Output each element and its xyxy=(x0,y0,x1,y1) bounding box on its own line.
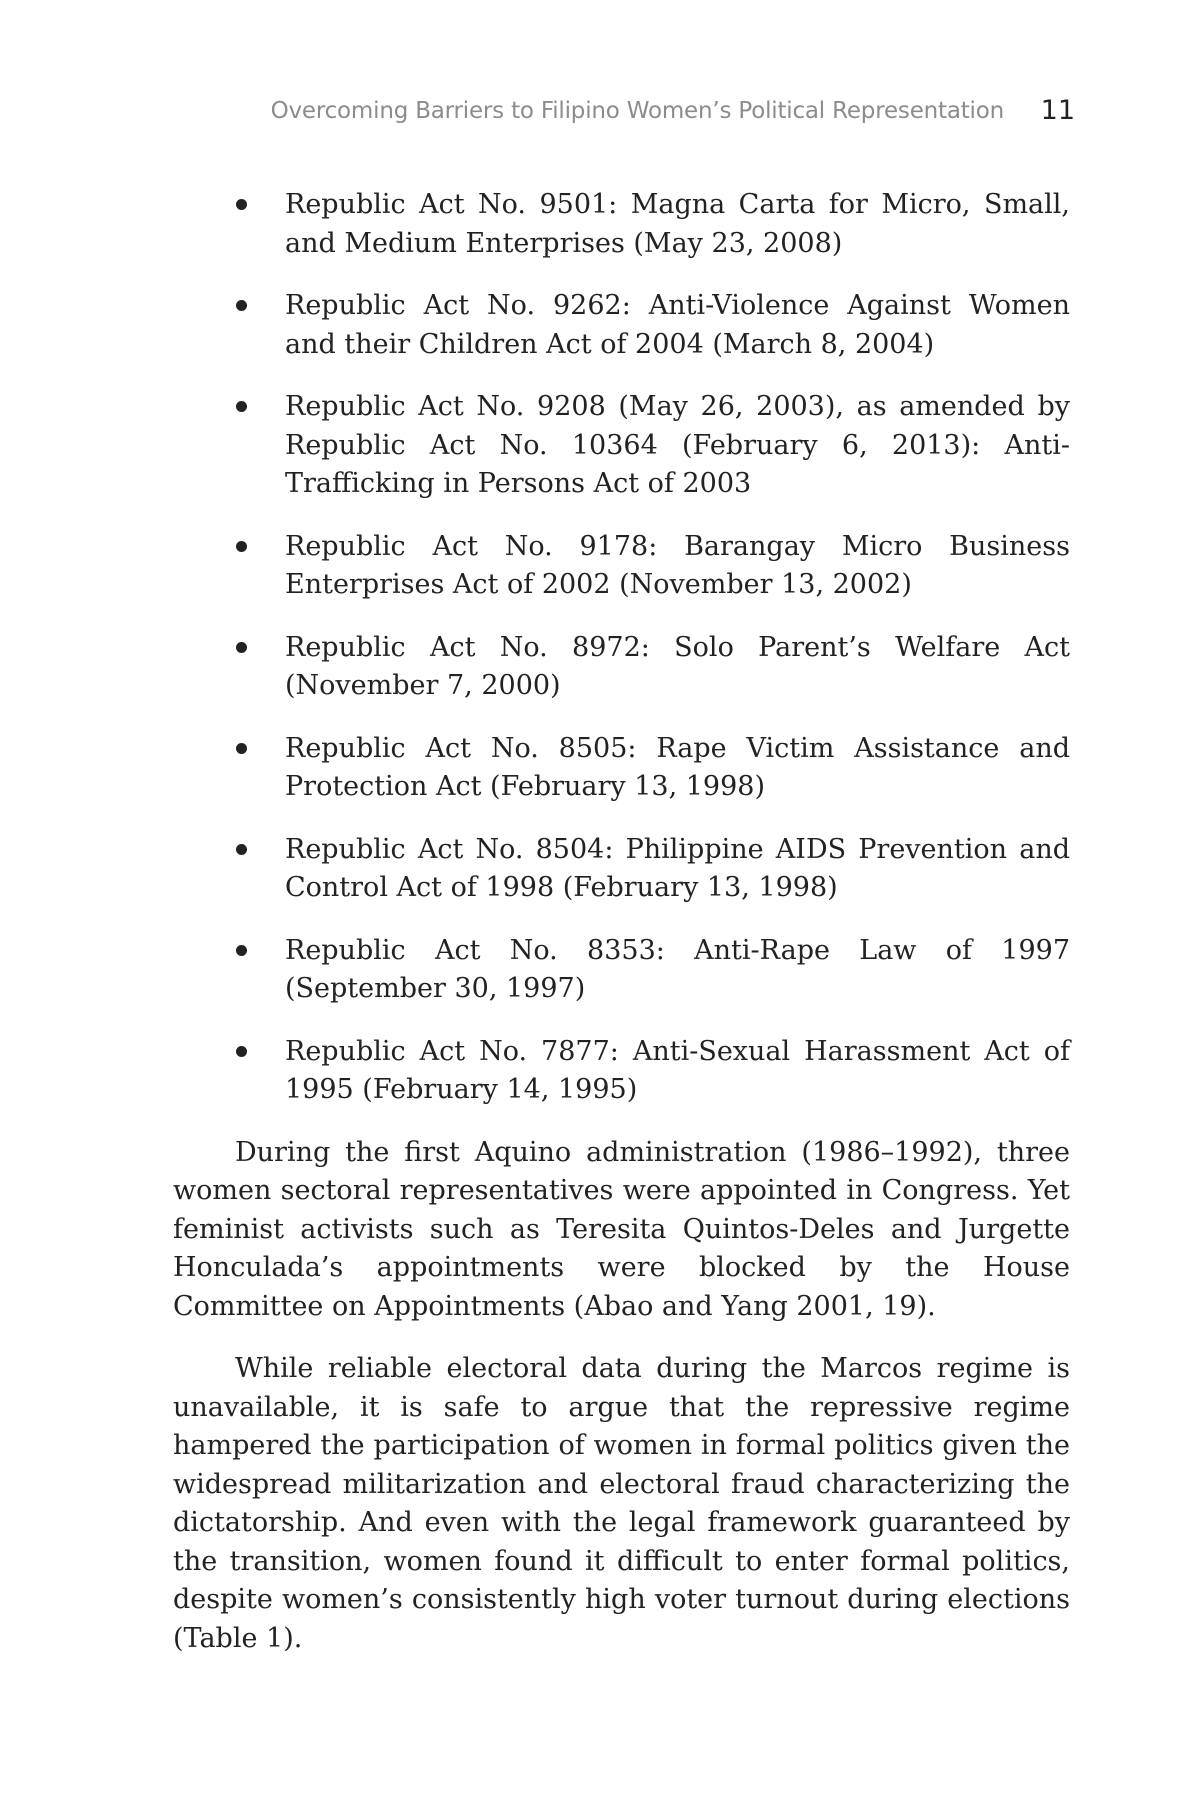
list-item xyxy=(173,287,1070,364)
bullet-icon xyxy=(236,541,247,552)
bullet-icon xyxy=(236,1046,247,1057)
bullet-icon xyxy=(236,844,247,855)
bullet-icon xyxy=(236,300,247,311)
running-header xyxy=(0,94,1200,134)
list-item-text: Republic Act No. 8353: Anti-Rape Law of 1997 (September 30, 1997) xyxy=(285,934,1070,1004)
bullet-icon xyxy=(236,401,247,412)
list-item xyxy=(173,629,1070,706)
list-item xyxy=(173,388,1070,504)
list-item xyxy=(173,1033,1070,1110)
list-item-text: Republic Act No. 8505: Rape Victim Assistance and Protection Act (February 13, 1998) xyxy=(285,732,1070,802)
list-item xyxy=(173,730,1070,807)
list-item xyxy=(173,932,1070,1009)
list-item-text: Republic Act No. 7877: Anti-Sexual Harassment Act of 1995 (February 14, 1995) xyxy=(285,1035,1070,1105)
bullet-icon xyxy=(236,199,247,210)
list-item-text: Republic Act No. 8972: Solo Parent’s Welfare Act (November 7, 2000) xyxy=(285,631,1070,701)
list-item-text: Republic Act No. 9262: Anti-Violence Against Women and their Children Act of 2004 (March 8, 2004) xyxy=(285,290,1070,360)
list-item-text: Republic Act No. 9178: Barangay Micro Business Enterprises Act of 2002 (November 13, 2002) xyxy=(285,530,1070,600)
list-item-text: Republic Act No. 9501: Magna Carta for Micro, Small, and Medium Enterprises (May 23, 2008) xyxy=(285,189,1070,259)
list-item-text: Republic Act No. 8504: Philippine AIDS Prevention and Control Act of 1998 (February 13, 1998) xyxy=(285,833,1070,903)
list-item xyxy=(173,528,1070,605)
body-paragraph-marcos: While reliable electoral data during the Marcos regime is unavailable, it is safe to argue that the repressive regime hampered the participation of women in formal politics given the widespread militarization and electoral fraud characterizing the dictatorship. And even with the legal framework guaranteed by the transition, women found it difficult to enter formal politics, despite women’s consistently high voter turnout during elections (Table 1). xyxy=(173,1353,1070,1654)
running-title: Overcoming Barriers to Filipino Women’s Political Representation xyxy=(270,98,1004,124)
bullet-icon xyxy=(236,945,247,956)
republic-acts-list xyxy=(173,186,1070,1110)
page-number: 11 xyxy=(1040,95,1075,126)
list-item xyxy=(173,831,1070,908)
bullet-icon xyxy=(236,743,247,754)
list-item-text: Republic Act No. 9208 (May 26, 2003), as amended by Republic Act No. 10364 (February 6, 2013): Anti-Trafficking in Persons Act of 2003 xyxy=(285,391,1070,499)
list-item xyxy=(173,186,1070,263)
body-paragraph-aquino: During the first Aquino administration (1986–1992), three women sectoral representatives were appointed in Congress. Yet feminist activists such as Teresita Quintos-Deles and Jurgette Honculada’s appointments were blocked by the House Committee on Appointments (Abao and Yang 2001, 19). xyxy=(173,1136,1070,1322)
body-content xyxy=(173,186,1070,1682)
bullet-icon xyxy=(236,642,247,653)
